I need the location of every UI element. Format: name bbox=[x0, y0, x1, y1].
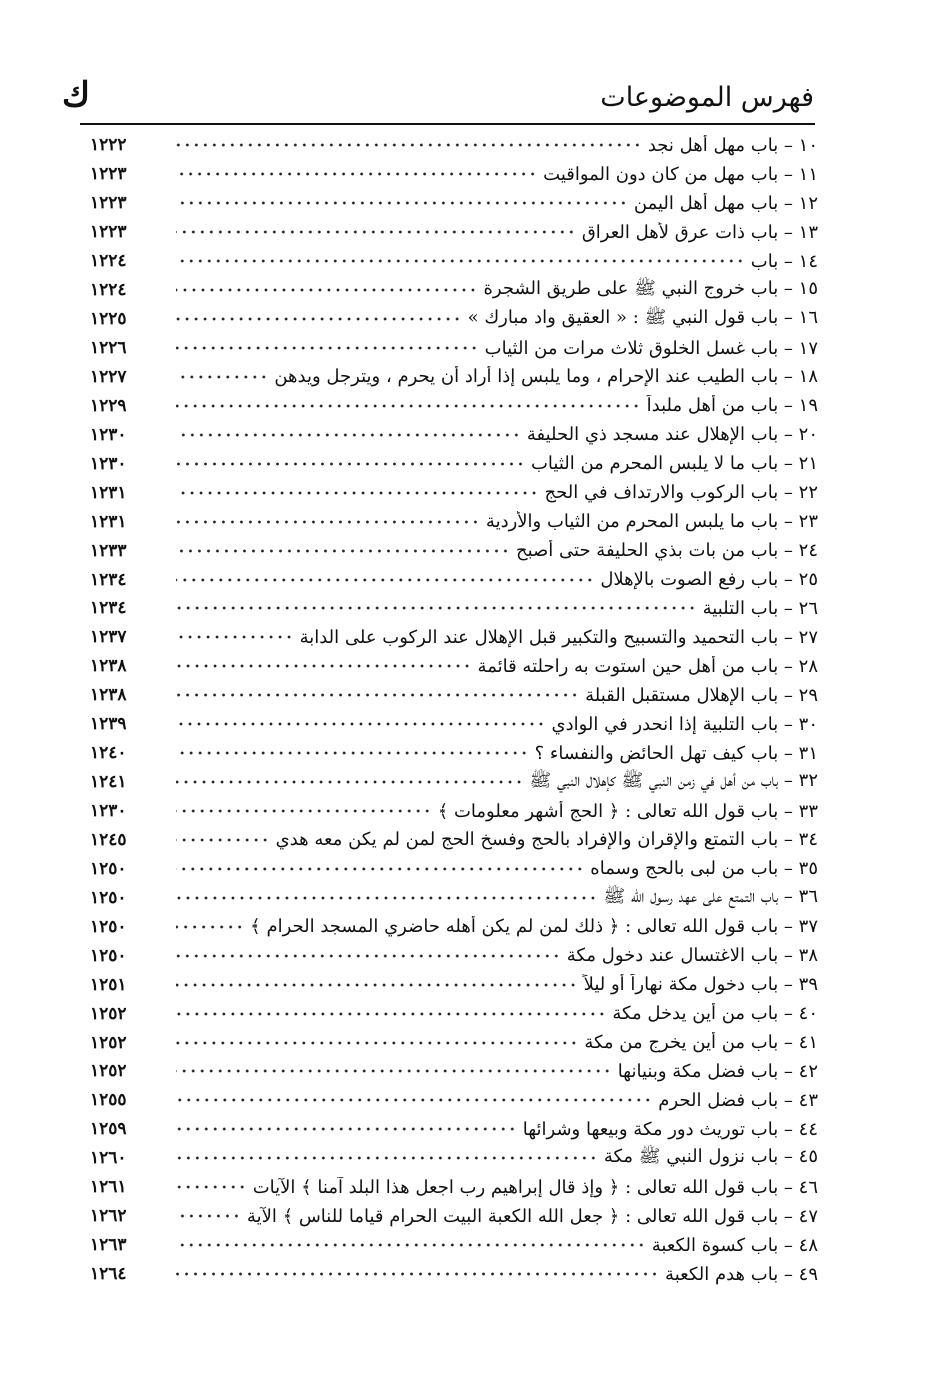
dot-leader bbox=[176, 372, 268, 382]
toc-entry-title: ١٤ – باب bbox=[750, 250, 818, 272]
toc-page-number: ١٢٣٨ bbox=[90, 685, 127, 706]
toc-entry bbox=[176, 511, 818, 532]
toc-row bbox=[90, 652, 818, 681]
toc-page-number: ١٢٥٩ bbox=[90, 1119, 127, 1140]
toc-entry-title: ٢٧ – باب التحميد والتسبيح والتكبير قبل الإهلال عند الركوب على الدابة bbox=[299, 626, 818, 648]
dot-leader bbox=[176, 1211, 241, 1221]
toc-entry bbox=[176, 164, 818, 185]
toc-row bbox=[90, 826, 818, 855]
toc-page-number: ١٢٢٣ bbox=[90, 164, 127, 185]
toc-entry bbox=[176, 453, 818, 474]
header-rule bbox=[80, 123, 815, 125]
toc-page-number: ١٢٥١ bbox=[90, 974, 127, 995]
toc-entry-title: ١٨ – باب الطيب عند الإحرام ، وما يلبس إذا أراد أن يحرم ، ويترجل ويدهن bbox=[274, 366, 818, 388]
toc-entry bbox=[176, 1235, 818, 1256]
toc-entry-title: ٢١ – باب ما لا يلبس المحرم من الثياب bbox=[530, 453, 818, 475]
toc-row bbox=[90, 189, 818, 218]
dot-leader bbox=[176, 546, 510, 556]
toc-row bbox=[90, 1231, 818, 1260]
toc-entry bbox=[176, 714, 818, 735]
toc-entry-title: ٤٢ – باب فضل مكة وبنيانها bbox=[617, 1060, 818, 1082]
dot-leader bbox=[176, 198, 628, 208]
toc-entry bbox=[176, 540, 818, 561]
dot-leader bbox=[176, 1066, 612, 1076]
toc-page-number: ١٢٤١ bbox=[90, 772, 127, 793]
toc-page-number: ١٢٥٢ bbox=[90, 1061, 127, 1082]
dot-leader bbox=[176, 748, 529, 758]
toc-row bbox=[90, 623, 818, 652]
dot-leader bbox=[176, 690, 579, 700]
toc-page-number: ١٢٢٣ bbox=[90, 193, 127, 214]
dot-leader bbox=[176, 661, 472, 671]
toc-entry bbox=[176, 769, 818, 795]
toc-page-number: ١٢٣٠ bbox=[90, 424, 127, 445]
dot-leader bbox=[176, 285, 477, 295]
dot-leader bbox=[176, 632, 294, 642]
toc-entry-title: ٢٤ – باب من بات بذي الحليفة حتى أصبح bbox=[515, 540, 818, 562]
toc-entry-title: ٤٥ – باب نزول النبي ﷺ مكة bbox=[603, 1146, 818, 1168]
table-of-contents bbox=[90, 131, 818, 1289]
dot-leader bbox=[176, 835, 270, 845]
dot-leader bbox=[176, 256, 745, 266]
toc-entry bbox=[176, 338, 818, 359]
toc-entry-title: ٢٨ – باب من أهل حين استوت به راحلته قائمة bbox=[477, 655, 818, 677]
toc-entry-title: ٤٩ – باب هدم الكعبة bbox=[665, 1263, 818, 1285]
toc-row bbox=[90, 1202, 818, 1231]
toc-entry bbox=[176, 598, 818, 619]
toc-row bbox=[90, 1086, 818, 1115]
toc-entry-title: ٣٣ – باب قول الله تعالى : ﴿ الحج أشهر معلومات ﴾ bbox=[437, 800, 818, 822]
dot-leader bbox=[176, 951, 561, 961]
toc-page-number: ١٢٣٤ bbox=[90, 598, 127, 619]
scan-speck bbox=[10, 1352, 30, 1366]
toc-entry-title: ٣٦ – باب التمتع على عهد رسول الله ﷺ bbox=[603, 885, 818, 907]
toc-page-number: ١٢٣٠ bbox=[90, 453, 127, 474]
toc-entry-title: ١٢ – باب مهل أهل اليمن bbox=[633, 192, 818, 214]
toc-entry bbox=[176, 829, 818, 850]
dot-leader bbox=[176, 719, 545, 729]
dot-leader bbox=[176, 1182, 247, 1192]
dot-leader bbox=[176, 343, 479, 353]
toc-entry-title: ٤٦ – باب قول الله تعالى : ﴿ وإذ قال إبراهيم رب اجعل هذا البلد آمنا ﴾ الآيات bbox=[252, 1176, 818, 1198]
toc-entry-title: ٢٩ – باب الإهلال مستقبل القبلة bbox=[585, 684, 818, 706]
toc-row bbox=[90, 1115, 818, 1144]
dot-leader bbox=[176, 430, 521, 440]
toc-entry-title: ١٧ – باب غسل الخلوق ثلاث مرات من الثياب bbox=[484, 337, 818, 359]
toc-row bbox=[90, 276, 818, 305]
toc-page-number: ١٢٦٠ bbox=[90, 1148, 127, 1169]
toc-entry-title: ١٩ – باب من أهل ملبداً bbox=[646, 395, 818, 417]
toc-entry bbox=[176, 482, 818, 503]
toc-page-number: ١٢٥٠ bbox=[90, 887, 127, 908]
toc-entry bbox=[176, 1119, 818, 1140]
toc-page-number: ١٢٣٩ bbox=[90, 714, 127, 735]
dot-leader bbox=[176, 314, 462, 324]
page-title: فهرس الموضوعات bbox=[600, 82, 814, 113]
dot-leader bbox=[176, 980, 578, 990]
toc-entry bbox=[176, 945, 818, 966]
toc-page-number: ١٢٥٠ bbox=[90, 858, 127, 879]
toc-row bbox=[90, 363, 818, 392]
toc-page-number: ١٢٢٩ bbox=[90, 395, 127, 416]
toc-page-number: ١٢٣١ bbox=[90, 511, 127, 532]
toc-entry bbox=[176, 1145, 818, 1171]
dot-leader bbox=[176, 488, 539, 498]
toc-row bbox=[90, 218, 818, 247]
toc-entry-title: ١٠ – باب مهل أهل نجد bbox=[647, 134, 818, 156]
page-letter: ك bbox=[62, 75, 91, 115]
toc-row bbox=[90, 420, 818, 449]
toc-entry-title: ٤٠ – باب من أين يدخل مكة bbox=[612, 1003, 818, 1025]
dot-leader bbox=[176, 922, 244, 932]
toc-page-number: ١٢٤٥ bbox=[90, 829, 127, 850]
dot-leader bbox=[176, 401, 641, 411]
toc-page-number: ١٢٢٤ bbox=[90, 280, 127, 301]
toc-entry-title: ٤٣ – باب فضل الحرم bbox=[658, 1089, 818, 1111]
toc-entry-title: ١١ – باب مهل من كان دون المواقيت bbox=[543, 163, 818, 185]
toc-row bbox=[90, 334, 818, 363]
toc-row bbox=[90, 565, 818, 594]
toc-page-number: ١٢٣١ bbox=[90, 482, 127, 503]
toc-row bbox=[90, 247, 818, 276]
dot-leader bbox=[176, 140, 642, 150]
dot-leader bbox=[176, 459, 525, 469]
toc-row bbox=[90, 305, 818, 334]
toc-entry-title: ٢٥ – باب رفع الصوت بالإهلال bbox=[600, 569, 818, 591]
toc-entry bbox=[176, 306, 818, 332]
dot-leader bbox=[176, 1124, 517, 1134]
toc-entry-title: ١٦ – باب قول النبي ﷺ : « العقيق واد مبارك » bbox=[467, 307, 818, 329]
dot-leader bbox=[176, 603, 697, 613]
toc-entry-title: ٣٩ – باب دخول مكة نهاراً أو ليلاً bbox=[583, 974, 818, 996]
toc-entry-title: ٣١ – باب كيف تهل الحائض والنفساء ؟ bbox=[534, 742, 818, 764]
toc-entry bbox=[176, 366, 818, 387]
toc-page-number: ١٢٣٧ bbox=[90, 627, 127, 648]
toc-entry bbox=[176, 801, 818, 822]
toc-row bbox=[90, 391, 818, 420]
toc-page-number: ١٢٥٥ bbox=[90, 1090, 127, 1111]
toc-row bbox=[90, 681, 818, 710]
toc-page-number: ١٢٥٢ bbox=[90, 1003, 127, 1024]
toc-row bbox=[90, 478, 818, 507]
dot-leader bbox=[176, 169, 537, 179]
toc-entry bbox=[176, 974, 818, 995]
dot-leader bbox=[176, 575, 594, 585]
toc-entry bbox=[176, 743, 818, 764]
toc-entry bbox=[176, 251, 818, 272]
toc-row bbox=[90, 1057, 818, 1086]
toc-entry bbox=[176, 277, 818, 303]
toc-row bbox=[90, 883, 818, 912]
toc-page-number: ١٢٥٠ bbox=[90, 916, 127, 937]
toc-page-number: ١٢٢٣ bbox=[90, 222, 127, 243]
toc-entry-title: ٣٤ – باب التمتع والإقران والإفراد بالحج وفسخ الحج لمن لم يكن معه هدي bbox=[275, 829, 818, 851]
toc-entry-title: ٤٤ – باب توريث دور مكة وبيعها وشرائها bbox=[522, 1118, 818, 1140]
toc-row bbox=[90, 1173, 818, 1202]
toc-entry bbox=[176, 395, 818, 416]
toc-page-number: ١٢٢٢ bbox=[90, 135, 127, 156]
toc-entry-title: ٣٥ – باب من لبى بالحج وسماه bbox=[590, 858, 818, 880]
toc-entry-title: ٣٧ – باب قول الله تعالى : ﴿ ذلك لمن لم يكن أهله حاضري المسجد الحرام ﴾ bbox=[250, 916, 818, 938]
toc-entry bbox=[176, 1032, 818, 1053]
dot-leader bbox=[176, 777, 524, 787]
dot-leader bbox=[176, 1240, 646, 1250]
toc-row bbox=[90, 1028, 818, 1057]
toc-entry bbox=[176, 222, 818, 243]
toc-row bbox=[90, 854, 818, 883]
toc-page-number: ١٢٢٧ bbox=[90, 366, 127, 387]
toc-entry bbox=[176, 193, 818, 214]
dot-leader bbox=[176, 1038, 578, 1048]
toc-entry-title: ١٥ – باب خروج النبي ﷺ على طريق الشجرة bbox=[483, 278, 818, 300]
toc-entry bbox=[176, 1090, 818, 1111]
toc-entry bbox=[176, 656, 818, 677]
toc-page-number: ١٢٦١ bbox=[90, 1177, 127, 1198]
toc-entry-title: ٤١ – باب من أين يخرج من مكة bbox=[584, 1032, 818, 1054]
dot-leader bbox=[176, 806, 432, 816]
toc-entry-title: ٢٠ – باب الإهلال عند مسجد ذي الحليفة bbox=[526, 424, 818, 446]
toc-row bbox=[90, 1144, 818, 1173]
toc-entry bbox=[176, 1206, 818, 1227]
toc-page-number: ١٢٥٠ bbox=[90, 945, 127, 966]
toc-page-number: ١٢٢٤ bbox=[90, 251, 127, 272]
toc-page-number: ١٢٦٢ bbox=[90, 1206, 127, 1227]
toc-entry bbox=[176, 685, 818, 706]
toc-entry-title: ٣٨ – باب الاغتسال عند دخول مكة bbox=[566, 945, 818, 967]
toc-row bbox=[90, 999, 818, 1028]
toc-page-number: ١٢٦٣ bbox=[90, 1235, 127, 1256]
toc-entry-title: ٤٨ – باب كسوة الكعبة bbox=[651, 1234, 818, 1256]
dot-leader bbox=[176, 227, 576, 237]
toc-row bbox=[90, 160, 818, 189]
toc-row bbox=[90, 970, 818, 999]
toc-entry bbox=[176, 916, 818, 937]
toc-row bbox=[90, 594, 818, 623]
toc-entry bbox=[176, 627, 818, 648]
toc-row bbox=[90, 131, 818, 160]
dot-leader bbox=[176, 1269, 659, 1279]
toc-row bbox=[90, 797, 818, 826]
toc-row bbox=[90, 1260, 818, 1289]
toc-row bbox=[90, 507, 818, 536]
toc-page-number: ١٢٤٠ bbox=[90, 743, 127, 764]
toc-entry-title: ٤٧ – باب قول الله تعالى : ﴿ جعل الله الكعبة البيت الحرام قياما للناس ﴾ الآية bbox=[246, 1205, 818, 1227]
toc-page-number: ١٢٣٨ bbox=[90, 656, 127, 677]
toc-entry-title: ٢٣ – باب ما يلبس المحرم من الثياب والأردية bbox=[485, 511, 818, 533]
toc-row bbox=[90, 941, 818, 970]
toc-row bbox=[90, 768, 818, 797]
toc-entry-title: ٢٦ – باب التلبية bbox=[702, 597, 818, 619]
toc-entry bbox=[176, 1177, 818, 1198]
toc-page-number: ١٢٢٦ bbox=[90, 338, 127, 359]
toc-entry bbox=[176, 135, 818, 156]
toc-page-number: ١٢٥٢ bbox=[90, 1032, 127, 1053]
toc-entry-title: ٣٢ – باب من أهل في زمن النبي ﷺ كإهلال النبي ﷺ bbox=[529, 770, 818, 792]
toc-entry bbox=[176, 424, 818, 445]
dot-leader bbox=[176, 1009, 606, 1019]
toc-page-number: ١٢٣٤ bbox=[90, 569, 127, 590]
toc-entry-title: ٢٢ – باب الركوب والارتداف في الحج bbox=[544, 482, 818, 504]
toc-row bbox=[90, 912, 818, 941]
toc-entry bbox=[176, 858, 818, 879]
toc-entry-title: ٣٠ – باب التلبية إذا انحدر في الوادي bbox=[551, 713, 818, 735]
toc-page-number: ١٢٢٥ bbox=[90, 309, 127, 330]
dot-leader bbox=[176, 893, 597, 903]
toc-entry bbox=[176, 885, 818, 911]
dot-leader bbox=[176, 1153, 598, 1163]
toc-page-number: ١٢٦٤ bbox=[90, 1264, 127, 1285]
dot-leader bbox=[176, 517, 480, 527]
toc-row bbox=[90, 710, 818, 739]
dot-leader bbox=[176, 1095, 652, 1105]
toc-entry bbox=[176, 569, 818, 590]
toc-entry bbox=[176, 1003, 818, 1024]
toc-row bbox=[90, 536, 818, 565]
toc-entry bbox=[176, 1264, 818, 1285]
toc-entry bbox=[176, 1061, 818, 1082]
toc-entry-title: ١٣ – باب ذات عرق لأهل العراق bbox=[581, 221, 818, 243]
toc-row bbox=[90, 739, 818, 768]
dot-leader bbox=[176, 864, 584, 874]
toc-page-number: ١٢٣٠ bbox=[90, 801, 127, 822]
toc-row bbox=[90, 449, 818, 478]
toc-page-number: ١٢٣٣ bbox=[90, 540, 127, 561]
